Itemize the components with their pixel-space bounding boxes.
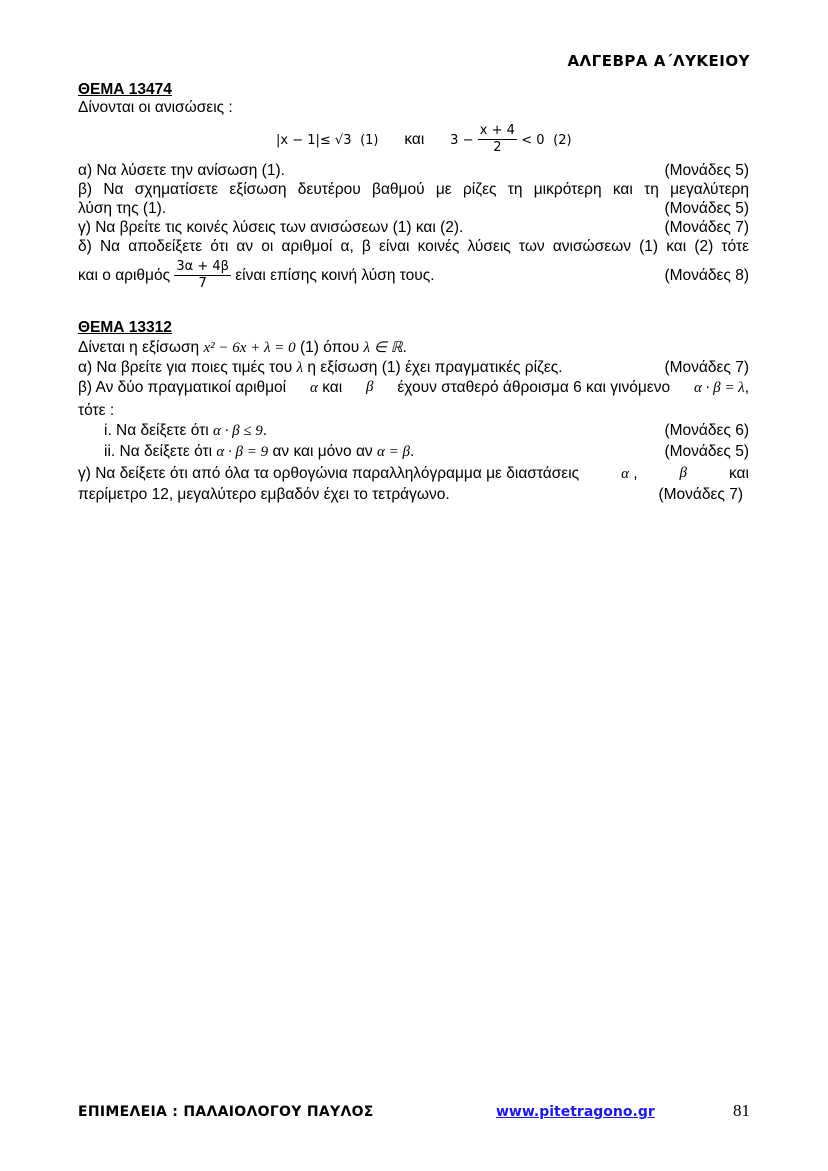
question-2b-line1 [78, 378, 749, 398]
theme-1-title: ΘΕΜΑ 13474 [78, 81, 172, 98]
text: , [633, 465, 638, 482]
text: και [322, 379, 343, 396]
text: γ) Να δείξετε ότι από όλα τα ορθογώνια παραλληλόγραμμα με διαστάσεις [78, 465, 580, 482]
marks: (Μονάδες 7) [658, 486, 743, 503]
set-membership: λ ∈ ℝ [363, 340, 403, 356]
text: . [262, 422, 268, 439]
question-text: περίμετρο 12, μεγαλύτερο εμβαδόν έχει το τετράγωνο. [78, 486, 450, 503]
question-2c-line1 [78, 464, 749, 484]
theme-2-intro [78, 338, 749, 358]
text: . [402, 339, 407, 356]
question-1d-line2 [78, 257, 749, 295]
inequality-1: |x − 1|≤ √3 [276, 133, 352, 148]
question-2a [78, 358, 749, 378]
inequality-2-prefix: 3 − [450, 133, 474, 148]
question-1c [78, 218, 749, 237]
marks: (Μονάδες 5) [664, 200, 749, 217]
inequality-1-label: (1) [360, 133, 379, 148]
question-1d-line1: δ) Να αποδείξετε ότι αν οι αριθμοί α, β είναι κοινές λύσεις των ανισώσεων (1) και (2) τότε [78, 238, 749, 255]
variable-alpha: α [621, 466, 629, 482]
inequality-2-suffix: < 0 [521, 133, 545, 148]
marks: (Μονάδες 7) [664, 359, 749, 376]
variable-beta: β [679, 465, 688, 481]
question-2b-i [104, 421, 749, 441]
text: , [744, 379, 749, 396]
question-1a [78, 161, 749, 180]
equation: x² − 6x + λ = 0 [203, 340, 296, 356]
fraction-numerator: 3α + 4β [176, 259, 229, 275]
question-text: γ) Να βρείτε τις κοινές λύσεις των ανισώσεων (1) και (2). [78, 219, 464, 236]
question-text: α) Να λύσετε την ανίσωση (1). [78, 162, 285, 179]
fraction-numerator: x + 4 [479, 123, 515, 139]
marks: (Μονάδες 6) [664, 422, 749, 439]
question-text [78, 257, 435, 295]
theme-1-intro: Δίνονται οι ανισώσεις : [78, 99, 233, 116]
fraction-denominator: 7 [198, 276, 207, 292]
text: ii. Να δείξετε ότι [104, 443, 213, 460]
marks: (Μονάδες 5) [664, 443, 749, 460]
question-2c-line2 [78, 485, 743, 504]
marks: (Μονάδες 8) [664, 267, 749, 284]
question-1b-line1: β) Να σχηματίσετε εξίσωση δευτέρου βαθμού με ρίζες τη μικρότερη και τη μεγαλύτερη [78, 181, 749, 198]
marks: (Μονάδες 5) [664, 162, 749, 179]
text-prefix: και ο αριθμός [78, 267, 171, 284]
text: i. Να δείξετε ότι [104, 422, 209, 439]
question-2b-line2: τότε : [78, 402, 115, 419]
variable-lambda: λ [296, 360, 303, 376]
fraction-3a-4b-over-7 [174, 259, 231, 292]
text: και [729, 465, 749, 482]
variable-alpha: α [310, 380, 318, 396]
footer-website-link[interactable]: www.pitetragono.gr [496, 1104, 655, 1120]
text: η εξίσωση (1) έχει πραγματικές ρίζες. [307, 359, 563, 376]
text: (1) όπου [299, 339, 360, 356]
equation: α = β [377, 444, 410, 460]
theme-1-title-row [78, 80, 749, 99]
question-1b-line2 [78, 199, 749, 218]
question-text [104, 442, 414, 462]
question-text [104, 421, 267, 441]
running-header: ΑΛΓΕΒΡΑ Α΄ΛΥΚΕΙΟΥ [567, 52, 750, 70]
footer-author: ΕΠΙΜΕΛΕΙΑ : ΠΑΛΑΙΟΛΟΓΟΥ ΠΑΥΛΟΣ [78, 1104, 374, 1120]
variable-beta: β [366, 379, 374, 395]
fraction-denominator: 2 [493, 140, 502, 156]
text: α) Να βρείτε για ποιες τιμές του [78, 359, 293, 376]
text: β) Αν δύο πραγματικοί αριθμοί [78, 379, 287, 396]
theme-2-title: ΘΕΜΑ 13312 [78, 319, 172, 336]
conjunction: και [404, 131, 425, 148]
question-2b-ii [104, 442, 749, 462]
marks: (Μονάδες 7) [664, 219, 749, 236]
text: αν και μόνο αν [272, 443, 373, 460]
equation: α · β = 9 [216, 444, 269, 460]
question-text [78, 358, 563, 378]
text-suffix: είναι επίσης κοινή λύση τους. [235, 267, 435, 284]
text: . [409, 443, 415, 460]
text: έχουν σταθερό άθροισμα 6 και γινόμενο [397, 379, 671, 396]
theme-1-inequalities [276, 122, 676, 159]
inequality-2-fraction [478, 123, 517, 156]
page-number: 81 [733, 1101, 750, 1120]
text: Δίνεται η εξίσωση [78, 339, 200, 356]
theme-2-title-row [78, 318, 749, 337]
inequality-2-label: (2) [553, 133, 572, 148]
equation: α · β = λ [693, 380, 745, 396]
inequality: α · β ≤ 9 [212, 423, 263, 439]
question-text: λύση της (1). [78, 200, 167, 217]
